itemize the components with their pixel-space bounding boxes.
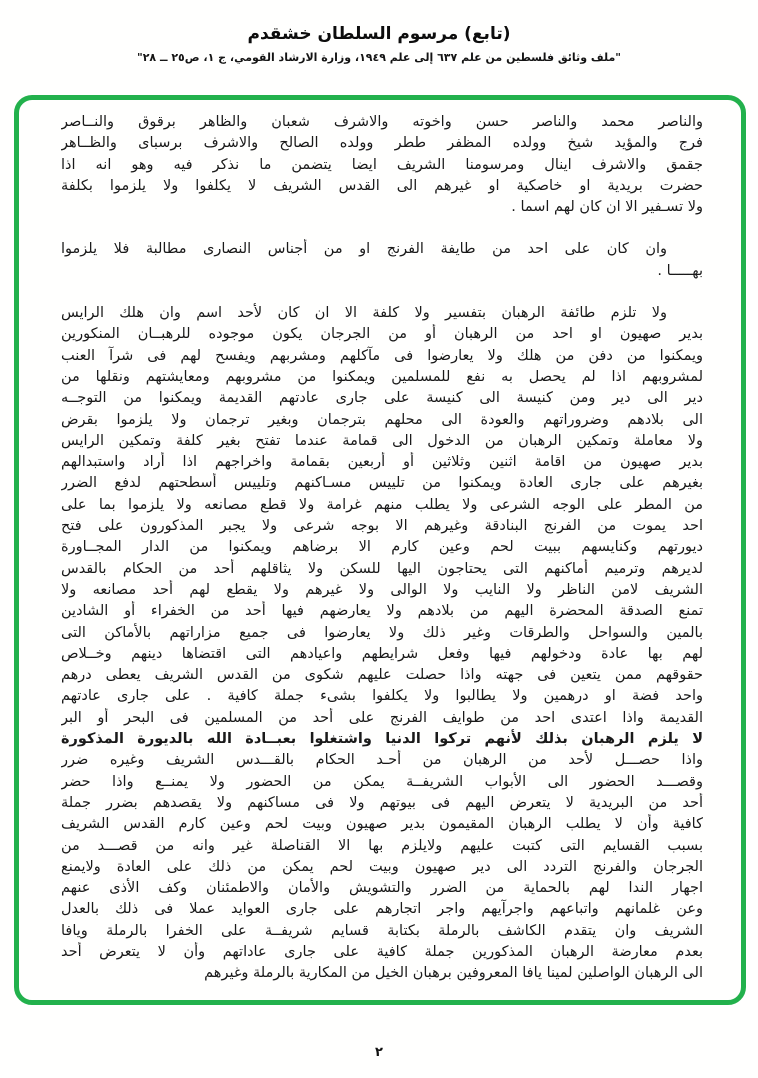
text-line: احد يموت من الفرنج البنادقة وغيرهم الا بوجه شرعى ولا يجبر المذكورون على فتح	[61, 518, 703, 535]
text-line: أحد من البريدية لا يتعرض اليهم فى بيوتهم ولا فى مساكنهم ولا يقصدهم بضرر جملة	[61, 794, 703, 811]
text-line: لديرهم وترميم أماكنهم التى يحتاجون اليها للسكن ولا يثاقلهم أحد من الحكام بالقدس	[61, 560, 703, 577]
text-line: ديورتهم وكنايسهم ببيت لحم وعين كارم الا برضاهم ويمكنوا من الدار المجــاورة	[61, 539, 703, 556]
text-line: حقوقهم ممن يتعين فى جهته واذا حصلت عليهم شكوى من القدس الشريف يعطى درهم	[61, 667, 703, 684]
text-line: بغيرهم على جارى العادة ويمكنوا من تلييس مسـاكنهم وتلييس أسطحتهم لدفع الضرر	[61, 475, 703, 492]
text-line: وعن غلمانهم واتباعهم واجرآيهم واجر اتجارهم على جارى العوايد عملا فى ذلك بالعدل	[61, 901, 703, 918]
text-line: بعدم معارضة الرهبان المذكورين جملة كافية على جارى عاداتهم وأن لا يتعرض أحد	[61, 943, 703, 960]
text-line: دير الى دير ومن كنيسة الى كنيسة على جارى عادتهم القديمة ويمكنوا من التوجــه	[61, 390, 703, 407]
text-line: من المطر على الوجه الشرعى ولا يطلب منهم غرامة ولا قطع مصانعه ولا يلزموا بما على	[61, 496, 703, 513]
text-line: الى بلادهم وضروراتهم والعودة الى محلهم بترجمان وبغير ترجمان ولا يلزموا بقرض	[61, 411, 703, 428]
text-line: ولا تسـفير الا ان كان لهم اسما .	[511, 199, 703, 216]
text-line: الى الرهبان الواصلين لمينا يافا المعروفين برهبان الخيل من المكارية بالرملة وغيرهم	[204, 965, 703, 982]
text-line: كافية وأن لا يطلب الرهبان المقيمون بدير صهيون وبيت لحم وعين كارم القدس الشريف	[61, 816, 703, 833]
text-line: ولا تلزم طائفة الرهبان بتفسير ولا كلفة الا ان كان لأحد اسم وان هلك الرايس	[61, 305, 667, 322]
text-line: الجرجان والفرنج التردد الى دير صهيون وبيت لحم يمكن من ذلك على العادة ولايمنع	[61, 858, 703, 875]
text-line: لهم بها عادة ودخولهم فيها وفعل شرايطهم واعيادهم التى اقتضاها دينهم وخــلاص	[61, 645, 703, 662]
text-line: بدير صهيون من اقامة اثنين وثلاثين أو أربعين بقمامة واخراجهم اذا أراد واستبدالهم	[61, 454, 703, 471]
text-line: اجهار الندا لهم بالحماية من الضرر والتشويش والأمان والاطمئنان وكف الأذى عنهم	[61, 880, 703, 897]
text-line: الشريف وان يتقدم الكاشف بالرملة بكتابة قسايم شريفــة على الخفرا بالرملة ويافا	[61, 922, 703, 939]
text-line: لا يلزم الرهبان بذلك لأنهم تركوا الدنيا واشتغلوا بعبــادة الله بالديورة المذكورة	[61, 731, 703, 748]
text-line: وقصـــد الحضور الى الأبواب الشريفــة يمكن من الحضور ولا يمنــع واذا حضر	[61, 773, 703, 790]
text-line: والناصر محمد والناصر حسن واخوته والاشرف شعبان والظاهر برقوق والنــاصر	[61, 114, 703, 130]
text-line: ويمكنوا من دفن من هلك ولا يعارضوا فى مآكلهم ومشربهم ويفسح لهم فى شرآ العنب	[61, 347, 703, 364]
paragraph	[61, 303, 703, 985]
text-line: وان كان على احد من طايفة الفرنج او من أجناس النصارى مطالبة فلا يلزموا	[61, 241, 667, 258]
document-title: (تابع) مرسوم السلطان خشقدم	[247, 24, 511, 44]
document-body	[61, 112, 703, 985]
text-line: القديمة واذا اعتدى احد من طوايف الفرنج على أحد من المسلمين فى البحر أو البر	[61, 709, 703, 726]
text-line: تمنع الصدقة المحضرة اليهم من بلادهم ولا يعارضهم فيها أحد من الخفراء أو الشادين	[61, 603, 703, 620]
document-source-citation: "ملف وثائق فلسطين من علم ٦٣٧ إلى علم ١٩٤٩، وزارة الارشاد القومي، ج ١، ص٢٥ ــ ٢٨"	[136, 51, 621, 64]
text-line: واحد فضة او درهمين ولا يطالبوا ولا يكلفوا بشىء جملة كافية . على جارى عادتهم	[61, 688, 703, 705]
paragraph	[61, 239, 703, 282]
paragraph	[61, 112, 703, 218]
text-line: جقمق والاشرف اينال ومرسومنا الشريف ايضا يتضمن ما نذكر فيه وهو انه اذا	[61, 156, 703, 173]
text-line: حضرت بريدية او خاصكية او غيرهم الى القدس الشريف لا يكلفوا ولا يلزموا بكلفة	[61, 177, 703, 194]
text-line: بسبب القسايم التى كتبت عليهم ولايلزم بها الا القناصلة غير وانه من قصـــد من	[61, 837, 703, 854]
page-header	[0, 0, 758, 64]
text-line: بالمين والسواحل والطرقات وغير ذلك ولا يعارضوا فى جميع مزاراتهم بالأماكن التى	[61, 624, 703, 641]
text-line: واذا حصـــل لأحد من الرهبان من أحـد الحكام بالقـــدس الشريف وغيره ضرر	[61, 752, 703, 769]
text-line: بدير صهيون او احد من الرهبان أو من الجرجان يكون موجوده للرهبــان المنكورين	[61, 326, 703, 343]
text-line: بهـــــا .	[657, 262, 703, 279]
green-border-frame	[14, 95, 746, 1005]
page-number: ٢	[375, 1045, 383, 1060]
text-line: الشريف لامن الناظر ولا النايب ولا الوالى ولا غيرهم ولا يقطع لهم أحد مصانعه ولا	[61, 581, 703, 598]
text-line: فرج والمؤيد شيخ وولده المظفر ططر وولده الصالح والاشرف برسباى والظــاهر	[61, 135, 703, 152]
text-line: ولا معاملة وتمكين الرهبان من الدخول الى قمامة عندما تفتح بغير كلفة وتمكين الرايس	[61, 432, 703, 449]
text-line: لمشروبهم اذا لم يحصل به نفع للمسلمين ويمكنوا من مشروبهم ومعايشتهم ونقلها من	[61, 368, 703, 385]
